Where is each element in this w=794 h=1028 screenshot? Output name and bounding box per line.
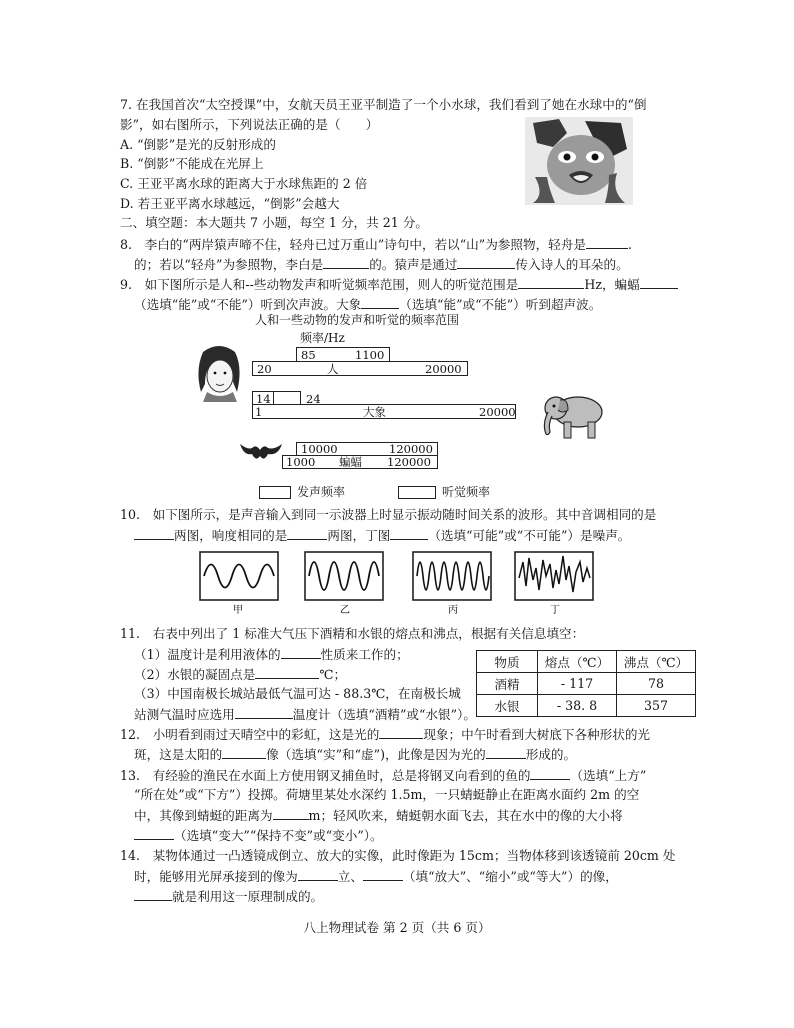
waveform-panel-bing <box>413 552 491 600</box>
q9-blank-1[interactable] <box>518 276 584 289</box>
waveform-figure <box>195 550 615 616</box>
q8-blank-3[interactable] <box>457 256 515 269</box>
q11-stem: 11. 右表中列出了 1 标准大气压下酒精和水银的熔点和沸点，根据有关信息填空： <box>120 626 585 641</box>
melting-boiling-table <box>476 650 696 717</box>
q10-blank-3[interactable] <box>390 527 428 540</box>
label-ding: 丁 <box>550 605 560 616</box>
q8-line2: 的；若以“轻舟”为参照物，李白是 的。猿声是通过 传入诗人的耳朵的。 <box>134 257 629 272</box>
q12-blank-2[interactable] <box>222 746 266 759</box>
legend-hear-swatch <box>398 486 436 499</box>
q12-line1: 12. 小明看到雨过天晴空中的彩虹，这是光的 现象；中午时看到大树底下各种形状的光 <box>120 727 650 742</box>
q13-line1: 13. 有经验的渔民在水面上方使用钢叉捕鱼时，总是将钢叉向看到的鱼的 （选填“上方” <box>120 768 647 783</box>
waveform-panel-jia <box>200 552 278 600</box>
q13-line4: （选填“变大”“保持不变”或“变小”）。 <box>134 827 383 844</box>
freq-figure-title: 人和一些动物的发声和听觉的频率范围 <box>255 313 460 327</box>
q8-line1: 8. 李白的“两岸猿声啼不住，轻舟已过万重山”诗句中，若以“山”为参照物，轻舟是 . <box>120 237 632 252</box>
q13-blank-3[interactable] <box>134 827 174 840</box>
q9-blank-3[interactable] <box>361 296 399 309</box>
q10-line1: 10. 如下图所示，是声音输入到同一示波器上时显示振动随时间关系的波形。其中音调相同的是 <box>120 507 657 522</box>
legend-emit-label: 发声频率 <box>297 485 346 499</box>
elephant-icon <box>538 390 608 444</box>
q12-blank-3[interactable] <box>486 746 526 759</box>
q9-line1: 9. 如下图所示是人和--些动物发声和听觉频率范围，则人的听觉范围是 Hz，蝙蝠 <box>120 276 678 293</box>
q7-option-b: B. “倒影”不能成在光屏上 <box>120 156 264 171</box>
q9-line2: （选填“能”或“不能”）听到次声波。大象 （选填“能”或“不能”）听到超声波。 <box>134 297 602 312</box>
q7-stem-line2: 影”，如右图所示，下列说法正确的是（ ） <box>120 117 379 132</box>
page-footer: 八上物理试卷 第 2 页（共 6 页） <box>303 920 491 935</box>
q11-sub2: （2）水银的凝固点是 ℃； <box>134 667 347 682</box>
waveform-panel-yi <box>305 552 383 600</box>
q11-blank-2[interactable] <box>255 666 319 679</box>
q7-option-d: D. 若王亚平离水球越远，“倒影”会越大 <box>120 196 340 211</box>
q14-blank-1[interactable] <box>298 868 338 881</box>
q7-option-c: C. 王亚平离水球的距离大于水球焦距的 2 倍 <box>120 176 368 191</box>
elephant-hear-bar: 1 大象 20000 <box>252 404 516 419</box>
water-ball-image <box>525 117 633 205</box>
legend-emit-swatch <box>259 486 291 499</box>
elephant-emit-bar: 14 <box>252 391 274 405</box>
q13-blank-1[interactable] <box>530 767 570 780</box>
q7-option-a: A. “倒影”是光的反射形成的 <box>120 137 276 152</box>
q12-line2: 斑，这是太阳的 像（选填“实”和“虚”)，此像是因为光的 形成的。 <box>134 747 577 762</box>
elephant-emit-bar-2: 24 <box>272 391 301 405</box>
q8-blank-1[interactable] <box>586 236 628 249</box>
woman-portrait-icon <box>193 342 245 402</box>
q10-blank-1[interactable] <box>134 527 174 540</box>
freq-axis-unit: 频率/Hz <box>300 331 345 345</box>
q13-line3: 中，其像到蜻蜓的距离为 m；轻风吹来，蜻蜓朝水面飞去，其在水中的像的大小将 <box>134 808 623 823</box>
q10-line2: 两图，响度相同的是 两图，丁图 （选填“可能”或“不可能”）是噪声。 <box>134 527 630 544</box>
section-2-heading: 二、填空题：本大题共 7 小题，每空 1 分，共 21 分。 <box>120 215 428 230</box>
q11-blank-1[interactable] <box>281 646 321 659</box>
q8-blank-2[interactable] <box>323 256 369 269</box>
label-jia: 甲 <box>233 605 243 616</box>
q11-sub3: （3）中国南极长城站最低气温可达 - 88.3℃，在南极长城 <box>134 686 461 701</box>
bat-emit-bar: 10000 120000 <box>296 442 438 456</box>
table-row: 水银 - 38. 8 357 <box>477 695 696 717</box>
q7-stem-line1: 7. 在我国首次“太空授课”中，女航天员王亚平制造了一个小水球，我们看到了她在水球中的“倒 <box>120 97 647 112</box>
table-header-row: 物质 熔点（℃） 沸点（℃） <box>477 651 696 673</box>
q14-line3: 就是利用这一原理制成的。 <box>134 888 323 905</box>
q12-blank-1[interactable] <box>379 726 423 739</box>
q14-line1: 14. 某物体通过一凸透镜成倒立、放大的实像，此时像距为 15cm；当物体移到该透镜前 20cm 处 <box>120 848 676 863</box>
label-bing: 丙 <box>448 605 458 616</box>
human-emit-bar: 85 1100 <box>296 347 390 362</box>
q13-blank-2[interactable] <box>273 807 309 820</box>
q10-blank-2[interactable] <box>287 527 327 540</box>
label-yi: 乙 <box>340 605 350 616</box>
q11-sub1: （1）温度计是利用液体的 性质来工作的； <box>134 647 409 662</box>
q14-blank-3[interactable] <box>134 888 172 901</box>
q14-line2: 时，能够用光屏承接到的像为 立、 （填“放大”、“缩小”或“等大”）的像， <box>134 869 618 884</box>
q11-blank-3[interactable] <box>235 706 293 719</box>
table-row: 酒精 - 117 78 <box>477 673 696 695</box>
bat-icon <box>238 440 284 464</box>
q14-blank-2[interactable] <box>363 868 403 881</box>
bat-hear-bar: 1000 蝙蝠 120000 <box>282 455 438 469</box>
q9-blank-2[interactable] <box>640 276 678 289</box>
legend-hear-label: 听觉频率 <box>442 485 491 499</box>
q11-sub4: 站测气温时应选用 温度计（选填“酒精”或“水银”）。 <box>134 707 476 722</box>
human-hear-bar: 20 人 20000 <box>252 361 468 376</box>
q13-line2: “所在处”或“下方”）投掷。荷塘里某处水深约 1.5m，一只蜻蜓静止在距离水面约 2m 的空 <box>134 787 640 802</box>
